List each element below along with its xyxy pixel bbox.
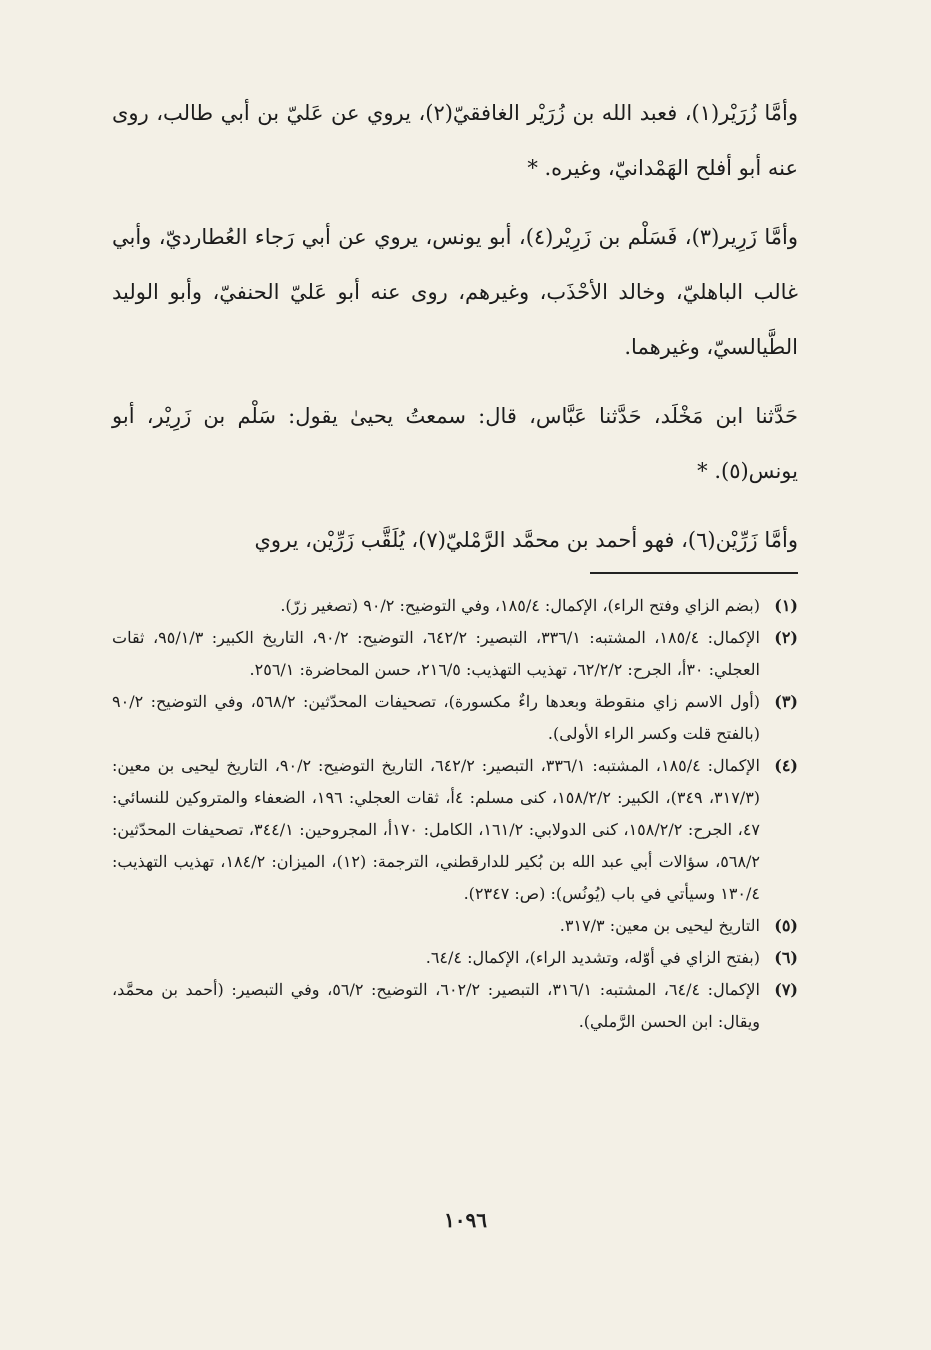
footnote-text: (أول الاسم زاي منقوطة وبعدها راءٌ مكسورة)، تصحيفات المحدّثين: ٥٦٨/٢، وفي التوضيح: ٩٠/٢ (بالفتح قلت وكسر الراء الأولى). <box>112 692 760 743</box>
paragraph-zurayr: وأمَّا زُرَيْر(١)، فعبد الله بن زُرَيْر الغافقيّ(٢)، يروي عن عَليّ بن أبي طالب، روى عنه أبو أفلح الهَمْدانيّ، وغيره. * <box>112 101 798 180</box>
footnote-number: (٥) <box>774 916 798 935</box>
footnote-number: (٦) <box>774 948 798 967</box>
footnote-text: الإكمال: ١٨٥/٤، المشتبه: ٣٣٦/١، التبصير: ٦٤٢/٢، التاريخ التوضيح: ٩٠/٢، التاريخ ليحيى بن معين: (٣١٧/٣، ٣٤٩)، الكبير: ١٥٨/٢/٢، كنى مسلم: ٤أ، ثقات العجلي: ١٩٦، الضعفاء والمتروكين للنسائي: ٤٧، الجرح: ١٥٨/٢/٢، كنى الدولابي: ١٦١/٢، الكامل: ١٧٠أ، المجروحين: ٣٤٤/١، تصحيفات المحدّثين: ٥٦٨/٢، سؤالات أبي عبد الله بن بُكير للدارقطني، الترجمة: (١٢)، الميزان: ١٨٤/٢، تهذيب التهذيب: ١٣٠/٤ وسيأتي في باب (يُونُس): (ص: ٢٣٤٧). <box>112 756 761 903</box>
footnote-number: (١) <box>774 596 798 615</box>
footnote-text: التاريخ ليحيى بن معين: ٣١٧/٣. <box>559 916 760 935</box>
page-number: ١٠٩٦ <box>444 1208 487 1232</box>
footnote <box>112 750 798 910</box>
footnote-text: الإكمال: ١٨٥/٤، المشتبه: ٣٣٦/١، التبصير: ٦٤٢/٢، التوضيح: ٩٠/٢، التاريخ الكبير: ٩٥/١/٣، ثقات العجلي: ٣٠أ، الجرح: ٦٢/٢/٢، تهذيب التهذيب: ٢١٦/٥، حسن المحاضرة: ٢٥٦/١. <box>112 628 760 679</box>
footnote <box>112 686 798 750</box>
footnote-number: (٢) <box>774 628 798 647</box>
footnote-number: (٣) <box>774 692 798 711</box>
footnote-text: الإكمال: ٦٤/٤، المشتبه: ٣١٦/١، التبصير: ٦٠٢/٢، التوضيح: ٥٦/٢، وفي التبصير: (أحمد بن محمَّد، ويقال: ابن الحسن الرَّملي). <box>112 980 761 1031</box>
paragraph-haddathana: حَدَّثنا ابن مَخْلَد، حَدَّثنا عَبَّاس، قال: سمعتُ يحيىٰ يقول: سَلْم بن زَرِيْر، أبو يونس(٥). * <box>112 404 798 483</box>
main-text <box>112 86 798 582</box>
footnote-text: (بضم الزاي وفتح الراء)، الإكمال: ١٨٥/٤، وفي التوضيح: ٩٠/٢ (تصغير زرّ). <box>280 596 760 615</box>
footnote-separator <box>590 572 798 574</box>
footnote-number: (٤) <box>774 756 798 775</box>
paragraph-zarir: وأمَّا زَرِير(٣)، فَسَلْم بن زَرِيْر(٤)، أبو يونس، يروي عن أبي رَجاء العُطارديّ، وأبي غالب الباهليّ، وخالد الأحْذَب، وغيرهم، روى عنه أبو عَليّ الحنفيّ، وأبو الوليد الطَّيالسيّ، وغيرهما. <box>112 225 798 359</box>
footnotes <box>112 590 798 1038</box>
footnote <box>112 622 798 686</box>
footnote <box>112 910 798 942</box>
footnote-text: (بفتح الزاي في أوّله، وتشديد الراء)، الإكمال: ٦٤/٤. <box>425 948 760 967</box>
paragraph-zarrin: وأمَّا زَرِّيْن(٦)، فهو أحمد بن محمَّد الرَّمْليّ(٧)، يُلَقَّب زَرِّيْن، يروي <box>254 528 798 552</box>
footnote <box>112 942 798 974</box>
footnote <box>112 590 798 622</box>
footnote-number: (٧) <box>774 980 798 999</box>
footnote <box>112 974 798 1038</box>
